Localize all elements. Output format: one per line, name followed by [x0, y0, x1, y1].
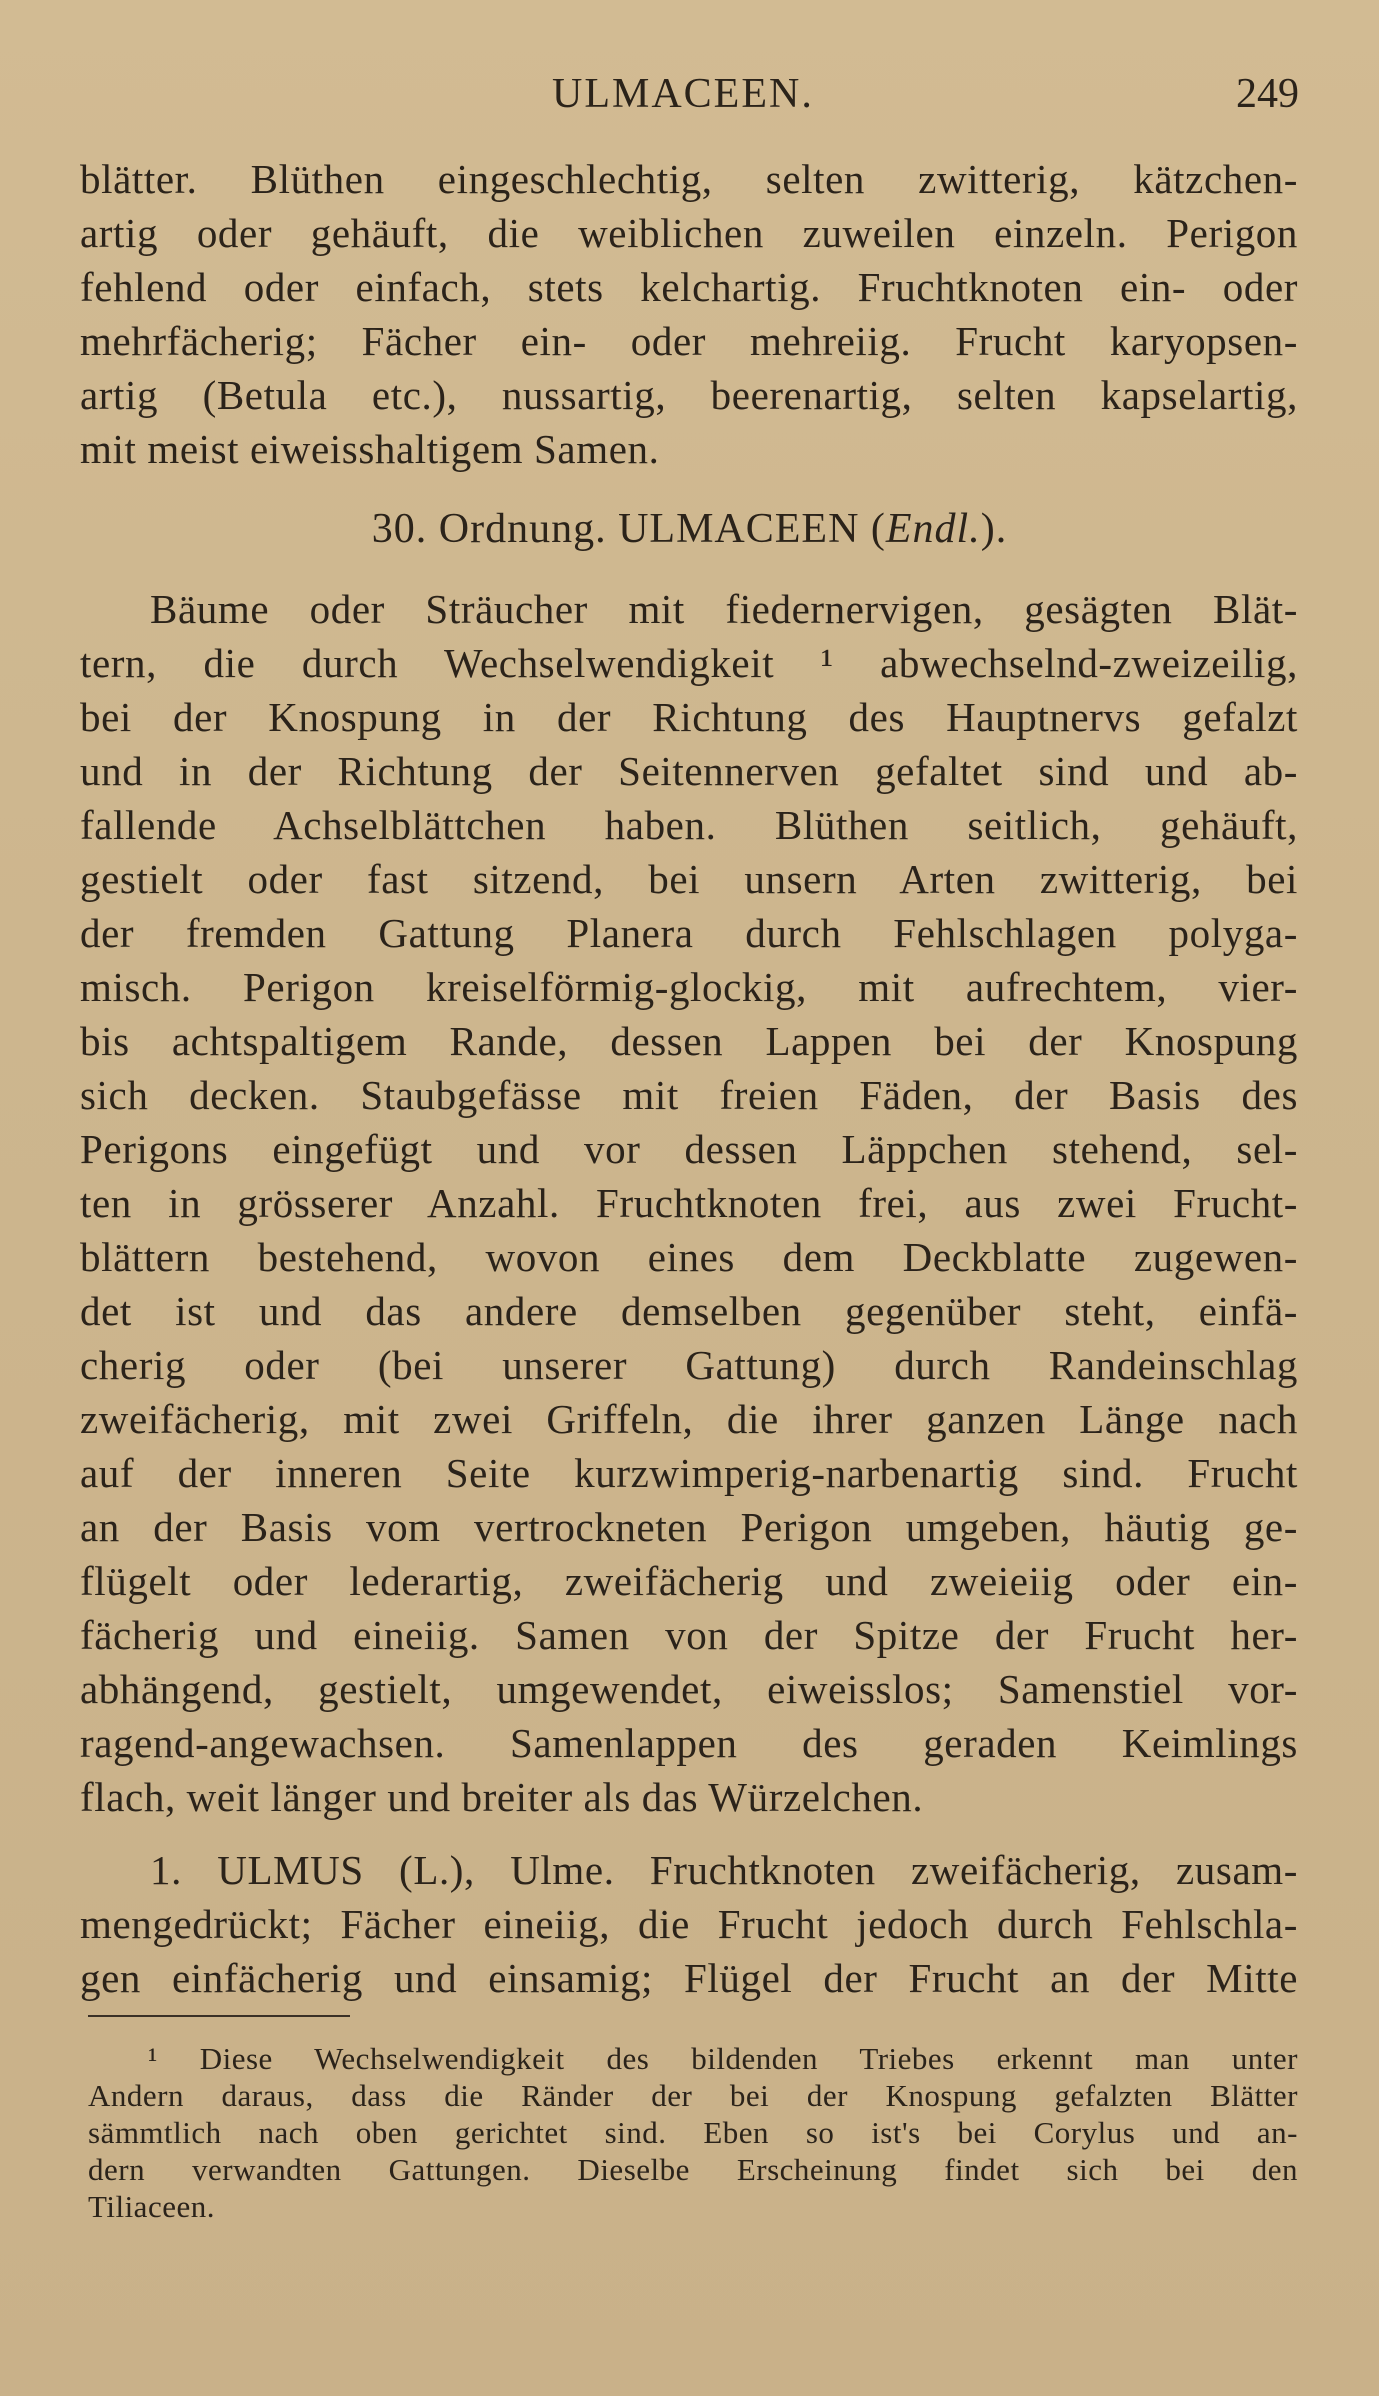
footnote-rule	[88, 2015, 350, 2017]
footnote	[88, 2040, 1298, 2225]
text-line: fehlend oder einfach, stets kelchartig. Fruchtknoten ein- oder	[80, 264, 1298, 310]
text-line: 1. ULMUS (L.), Ulme. Fruchtknoten zweifächerig, zusam-	[150, 1847, 1298, 1893]
text-line: flügelt oder lederartig, zweifächerig und zweieiig oder ein-	[80, 1558, 1298, 1604]
text-line: gen einfächerig und einsamig; Flügel der Frucht an der Mitte	[80, 1955, 1298, 2001]
text-line: artig oder gehäuft, die weiblichen zuweilen einzeln. Perigon	[80, 210, 1298, 256]
text-line: misch. Perigon kreiselförmig-glockig, mit aufrechtem, vier-	[80, 964, 1298, 1010]
text-line: mengedrückt; Fächer eineiig, die Frucht jedoch durch Fehlschla-	[80, 1901, 1298, 1947]
text-line: fächerig und eineiig. Samen von der Spitze der Frucht her-	[80, 1612, 1298, 1658]
footnote-line: sämmtlich nach oben gerichtet sind. Eben so ist's bei Corylus und an-	[88, 2115, 1298, 2150]
footnote-line: Tiliaceen.	[88, 2189, 215, 2224]
text-line: cherig oder (bei unserer Gattung) durch Randeinschlag	[80, 1342, 1298, 1388]
page-number: 249	[1236, 71, 1299, 117]
footnote-line: ¹ Diese Wechselwendigkeit des bildenden Triebes erkennt man unter	[148, 2041, 1298, 2076]
text-line: gestielt oder fast sitzend, bei unsern Arten zwitterig, bei	[80, 856, 1298, 902]
section-heading-text: 30. Ordnung. ULMACEEN (	[371, 506, 886, 552]
text-line: zweifächerig, mit zwei Griffeln, die ihrer ganzen Länge nach	[80, 1396, 1298, 1442]
text-line: det ist und das andere demselben gegenüber steht, einfä-	[80, 1288, 1298, 1334]
text-line: an der Basis vom vertrockneten Perigon umgeben, häutig ge-	[80, 1504, 1298, 1550]
footnote-line: dern verwandten Gattungen. Dieselbe Erscheinung findet sich bei den	[88, 2152, 1298, 2187]
text-line: ragend-angewachsen. Samenlappen des geraden Keimlings	[80, 1720, 1298, 1766]
text-line: blätter. Blüthen eingeschlechtig, selten zwitterig, kätzchen-	[80, 156, 1298, 202]
text-line: ten in grösserer Anzahl. Fruchtknoten frei, aus zwei Frucht-	[80, 1180, 1298, 1226]
text-line: mit meist eiweisshaltigem Samen.	[80, 426, 660, 472]
text-line: flach, weit länger und breiter als das Würzelchen.	[80, 1774, 924, 1820]
section-heading-close: ).	[980, 506, 1008, 552]
section-heading	[0, 505, 1379, 553]
text-line: der fremden Gattung Planera durch Fehlschlagen polyga-	[80, 910, 1298, 956]
text-line: sich decken. Staubgefässe mit freien Fäden, der Basis des	[80, 1072, 1298, 1118]
text-line: fallende Achselblättchen haben. Blüthen seitlich, gehäuft,	[80, 802, 1298, 848]
text-line: Perigons eingefügt und vor dessen Läppchen stehend, sel-	[80, 1126, 1298, 1172]
text-line: artig (Betula etc.), nussartig, beerenartig, selten kapselartig,	[80, 372, 1298, 418]
text-line: blättern bestehend, wovon eines dem Deckblatte zugewen-	[80, 1234, 1298, 1280]
text-line: auf der inneren Seite kurzwimperig-narbenartig sind. Frucht	[80, 1450, 1298, 1496]
text-line: mehrfächerig; Fächer ein- oder mehreiig. Frucht karyopsen-	[80, 318, 1298, 364]
running-title: ULMACEEN.	[552, 71, 814, 117]
text-line: Bäume oder Sträucher mit fiedernervigen, gesägten Blät-	[150, 586, 1298, 632]
text-line: bis achtspaltigem Rande, dessen Lappen bei der Knospung	[80, 1018, 1298, 1064]
genus-paragraph	[80, 1843, 1298, 2005]
intro-paragraph	[80, 152, 1298, 476]
text-line: tern, die durch Wechselwendigkeit ¹ abwechselnd-zweizeilig,	[80, 640, 1298, 686]
section-heading-author: Endl.	[885, 506, 981, 552]
text-line: abhängend, gestielt, umgewendet, eiweisslos; Samenstiel vor-	[80, 1666, 1298, 1712]
text-line: und in der Richtung der Seitennerven gefaltet sind und ab-	[80, 748, 1298, 794]
description-paragraph	[80, 582, 1298, 1824]
footnote-line: Andern daraus, dass die Ränder der bei der Knospung gefalzten Blätter	[88, 2078, 1298, 2113]
running-head	[0, 70, 1379, 130]
text-line: bei der Knospung in der Richtung des Hauptnervs gefalzt	[80, 694, 1298, 740]
